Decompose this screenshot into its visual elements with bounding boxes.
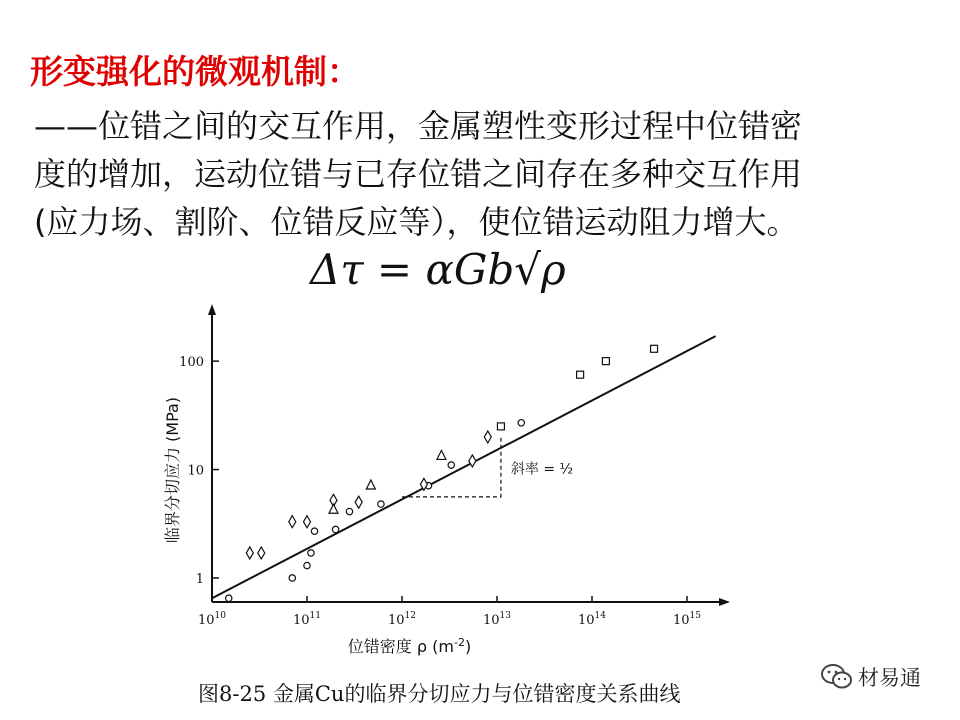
- data-point-circle: [308, 550, 314, 556]
- data-point-circle: [346, 508, 352, 514]
- x-axis-label: 位错密度 ρ $(m^{-2})$: [347, 636, 472, 656]
- data-point-diamond: [355, 496, 362, 508]
- data-point-circle: [518, 420, 524, 426]
- slide-title: 形变强化的微观机制：: [30, 52, 360, 91]
- x-tick-label: $10^{14}$: [578, 611, 606, 628]
- body-paragraph: [34, 102, 934, 246]
- y-tick-label: 1: [195, 571, 204, 587]
- data-point-square: [577, 371, 584, 378]
- x-tick-label: $10^{12}$: [388, 611, 416, 628]
- body-line-1: ——位错之间的交互作用，金属塑性变形过程中位错密: [34, 107, 803, 145]
- fit-line: [212, 336, 716, 598]
- data-point-diamond: [469, 455, 476, 467]
- body-line-2: 度的增加，运动位错与已存位错之间存在多种交互作用: [34, 155, 803, 193]
- data-point-circle: [448, 462, 454, 468]
- wechat-icon: [820, 663, 854, 691]
- data-point-square: [651, 345, 658, 352]
- body-line-3: (应力场、割阶、位错反应等），使位错运动阻力增大。: [34, 203, 799, 241]
- x-tick-label: $10^{10}$: [198, 611, 226, 628]
- data-point-square: [602, 358, 609, 365]
- data-point-circle: [332, 526, 338, 532]
- slope-label: 斜率 = ½: [510, 461, 574, 478]
- data-point-triangle: [437, 450, 446, 459]
- y-axis-label: 临界分切应力 (MPa): [163, 396, 182, 544]
- data-point-diamond: [304, 516, 311, 528]
- x-tick-label: $10^{11}$: [293, 611, 321, 628]
- data-point-circle: [304, 562, 310, 568]
- y-axis-arrow: [208, 304, 216, 315]
- x-axis-arrow: [719, 598, 730, 606]
- x-tick-label: $10^{13}$: [483, 611, 511, 628]
- data-point-circle: [289, 575, 295, 581]
- data-point-circle: [226, 595, 232, 601]
- x-tick-label: $10^{15}$: [673, 611, 701, 628]
- y-tick-label: 10: [187, 463, 204, 479]
- data-point-circle: [378, 501, 384, 507]
- formula: Δτ = αGb√ρ: [310, 245, 566, 294]
- figure-caption: 图8-25 金属Cu的临界分切应力与位错密度关系曲线: [198, 682, 681, 706]
- y-tick-label: 100: [179, 355, 204, 371]
- stress-density-chart: [150, 300, 750, 660]
- watermark: [820, 662, 921, 692]
- data-point-triangle: [366, 480, 375, 489]
- data-point-square: [497, 423, 504, 430]
- data-point-diamond: [484, 431, 491, 443]
- data-point-diamond: [289, 516, 296, 528]
- data-point-circle: [311, 528, 317, 534]
- data-point-triangle: [329, 504, 338, 513]
- data-point-diamond: [246, 547, 253, 559]
- data-point-diamond: [258, 547, 265, 559]
- watermark-label: 材易通: [858, 666, 921, 690]
